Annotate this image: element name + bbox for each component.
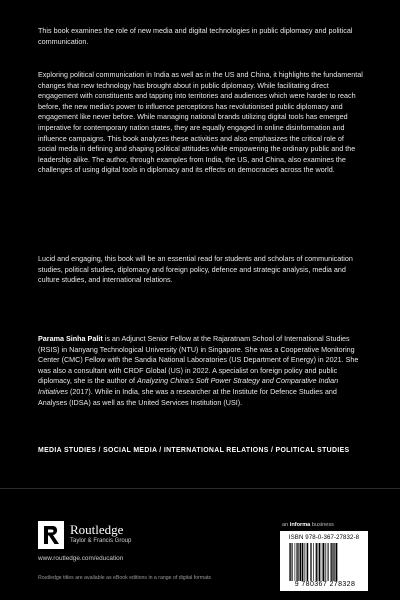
barcode-bar [328,543,329,581]
publisher-website[interactable]: www.routledge.com/education [38,555,124,562]
barcode-bar [313,543,314,581]
ebook-note: Routledge titles are available as eBook editions in a range of digital formats [38,575,212,581]
subject-categories: MEDIA STUDIES / SOCIAL MEDIA / INTERNATIONAL RELATIONS / POLITICAL STUDIES [38,447,350,454]
routledge-r-icon [38,521,64,549]
isbn-label: ISBN 978-0-367-27832-8 [288,534,360,541]
barcode-bar [310,543,311,581]
author-bio [38,334,364,408]
barcode-bar [292,543,293,581]
barcode-bar [316,543,317,581]
author-name: Parama Sinha Palit [38,334,103,343]
barcode-bar [334,543,335,581]
barcode-bar [307,543,308,581]
informa-business-label [282,522,334,528]
barcode-bar [327,543,328,581]
barcode-bar [319,543,320,581]
barcode-bar [306,543,307,581]
barcode-bar [290,543,291,581]
author-bio-text-2: (2017). While in India, she was a researcher at the Institute for Defence Studies and Analyses (IDSA) as well as the United Services Institution (USI). [38,386,337,407]
informa-suffix: business [310,522,334,528]
publisher-name: Routledge [70,522,124,537]
barcode-bar [336,543,338,581]
description-paragraph-3: Lucid and engaging, this book will be an essential read for students and scholars of communication studies, political studies, diplomacy and foreign policy, defence and strategic analysis, media and culture studies, and international relations. [38,254,353,285]
barcode-bar [296,543,297,581]
publisher-group: Taylor & Francis Group [70,538,132,544]
barcode-bar [300,543,302,581]
isbn-digits: 9 780367 278328 [294,581,356,588]
barcode-bar [304,543,305,581]
divider [0,488,400,489]
description-paragraph-2: Exploring political communication in India as well as in the US and China, it highlights the fundamental changes that new technology has brought about in public diplomacy. While facilitating direct engagement with constituents and tapping into territories and audiences which were harder to reach before, the new media's power to influence perceptions has revolutionised public diplomacy and engagement like never before. While managing national brands utilizing digital tools has emerged imperative for contemporary nation states, they are equally engaged in online disinformation and influence campaigns. This book analyzes these activities and also emphasizes the critical role of social media in defining and shaping political attitudes while empowering the ordinary public and the leadership alike. The author, through examples from India, the US, and China, also examines the challenges of using digital tools in diplomacy and its effects on democracies across the world. [38,70,363,175]
barcode-bar [322,543,324,581]
description-paragraph-1: This book examines the role of new media and digital technologies in public diplomacy and political communication. [38,26,353,46]
author-bio-text-1: is an Adjunct Senior Fellow at the Rajaratnam School of International Studies (RSIS) in Nanyang Technological University (NTU) in Singapore. She was a Cooperative Monitoring Center (CMC) Fellow with the Sandia National Laboratories (US Department of Energy) in 2021. She was also a consultant with CRDF Global (US) in 2022. A specialist on foreign policy and public diplomacy, she is the author of [38,334,359,386]
barcode-bar [295,543,296,581]
barcode-bar [302,543,303,581]
barcode-panel [280,531,368,591]
barcode-bar [311,543,312,581]
author-book-title: Analyzing China's Soft Power Strategy and Comparative Indian Initiatives [38,376,339,396]
barcode-bar [298,543,299,581]
barcode-bar [289,543,290,581]
barcode-bar [325,543,326,581]
barcode-bar [331,543,332,581]
barcode-bar [332,543,333,581]
informa-prefix: an [282,522,290,528]
barcode-bar [318,543,319,581]
informa-brand: informa [289,522,311,528]
barcode-bar [321,543,322,581]
barcode-icon [288,543,360,581]
